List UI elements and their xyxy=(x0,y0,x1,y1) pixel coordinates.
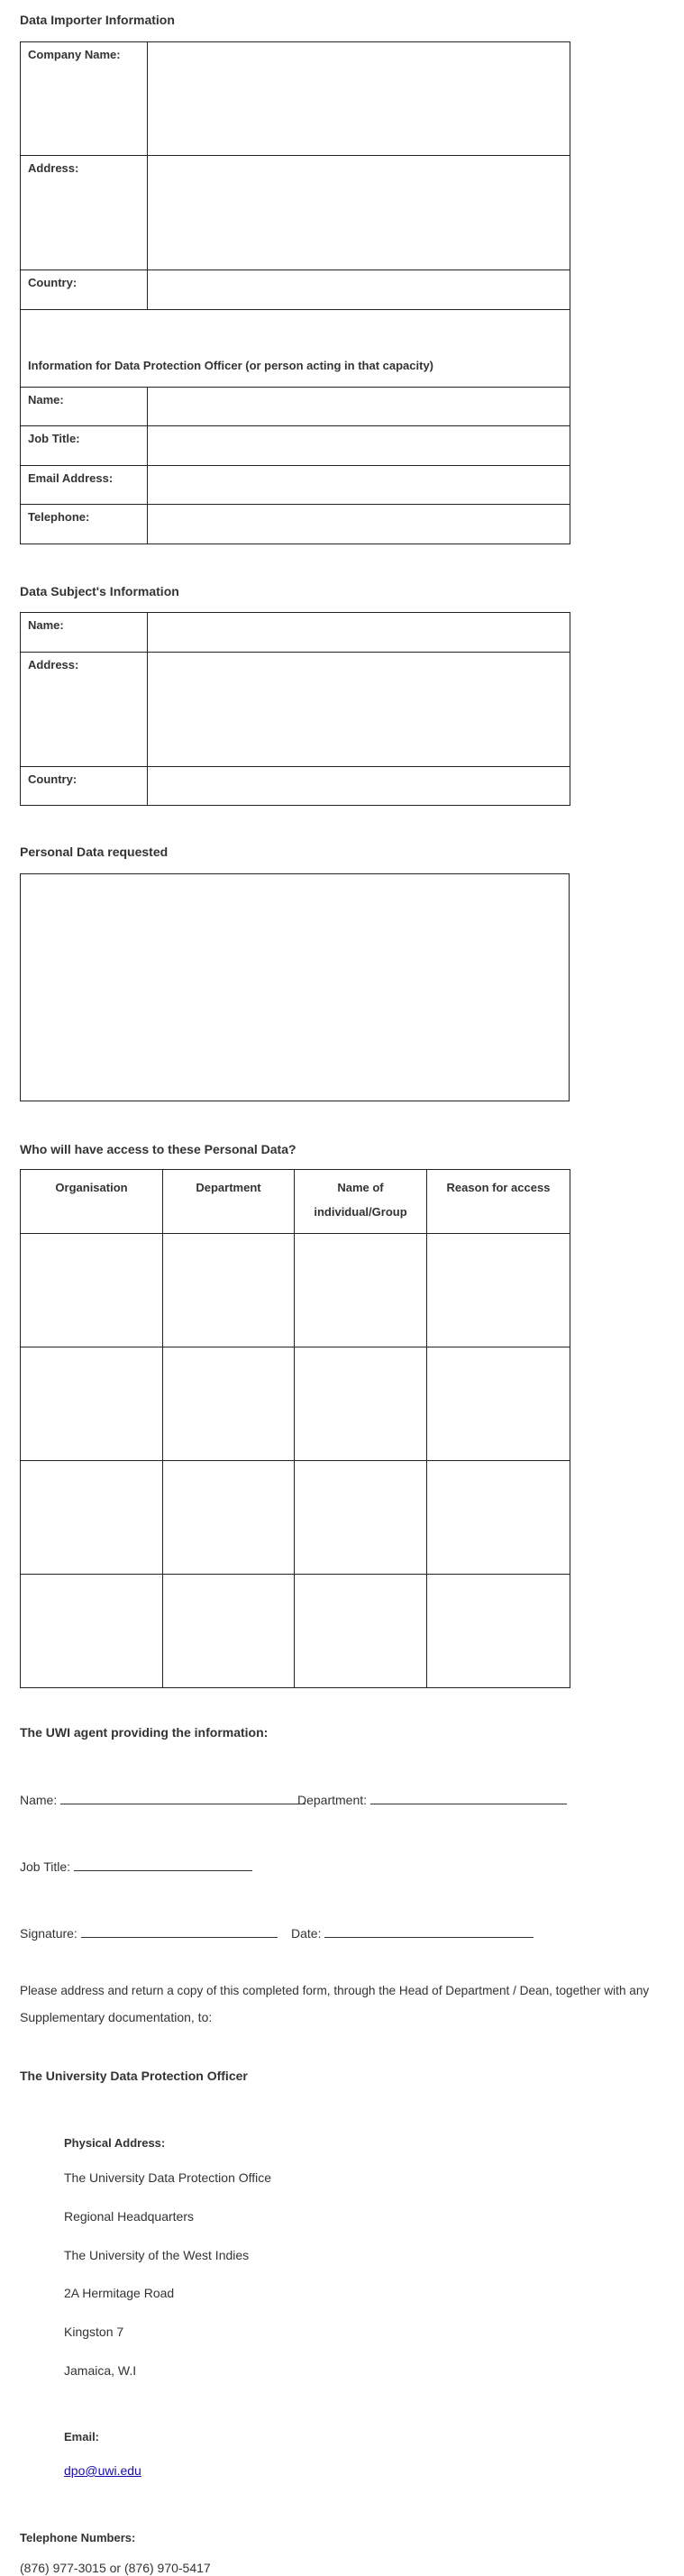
dpo-telephone-field[interactable] xyxy=(148,505,570,544)
personal-data-field[interactable] xyxy=(20,873,570,1101)
table-cell[interactable] xyxy=(21,1347,163,1461)
column-header-organisation: Organisation xyxy=(21,1170,163,1234)
table-cell[interactable] xyxy=(295,1575,427,1688)
table-row xyxy=(21,1234,570,1347)
agent-department-label: Department: xyxy=(297,1793,368,1807)
agent-heading: The UWI agent providing the information: xyxy=(20,1725,269,1740)
agent-date-line[interactable] xyxy=(324,1937,534,1938)
telephone-numbers-heading: Telephone Numbers: xyxy=(20,2531,136,2544)
country-label: Country: xyxy=(21,270,148,310)
table-row xyxy=(21,1461,570,1575)
table-cell[interactable] xyxy=(427,1347,570,1461)
country-field[interactable] xyxy=(148,270,570,310)
table-cell[interactable] xyxy=(21,1575,163,1688)
table-cell[interactable] xyxy=(427,1234,570,1347)
address-line: Kingston 7 xyxy=(64,2325,124,2339)
agent-signature-row xyxy=(20,1926,278,1941)
subject-name-label: Name: xyxy=(21,613,148,653)
company-name-label: Company Name: xyxy=(21,42,148,156)
agent-job-title-line[interactable] xyxy=(74,1870,252,1871)
table-cell[interactable] xyxy=(163,1347,295,1461)
instructions-line-1: Please address and return a copy of this completed form, through the Head of Department / Dean, together with any xyxy=(20,1984,650,1997)
access-table xyxy=(20,1169,570,1688)
agent-job-title-row xyxy=(20,1859,252,1874)
importer-heading: Data Importer Information xyxy=(20,13,175,27)
address-label: Address: xyxy=(21,156,148,270)
telephone-numbers: (876) 977-3015 or (876) 970-5417 xyxy=(20,2561,211,2575)
personal-data-heading: Personal Data requested xyxy=(20,845,169,859)
subject-heading: Data Subject's Information xyxy=(20,584,179,598)
importer-table xyxy=(20,41,570,544)
address-line: The University Data Protection Office xyxy=(64,2170,272,2185)
subject-table xyxy=(20,612,570,806)
table-cell[interactable] xyxy=(21,1234,163,1347)
agent-job-title-label: Job Title: xyxy=(20,1859,71,1874)
table-cell[interactable] xyxy=(163,1575,295,1688)
table-cell[interactable] xyxy=(21,1461,163,1575)
dpo-email-link[interactable]: dpo@uwi.edu xyxy=(64,2463,141,2478)
table-cell[interactable] xyxy=(163,1461,295,1575)
table-cell[interactable] xyxy=(427,1461,570,1575)
column-header-department: Department xyxy=(163,1170,295,1234)
column-header-name: Name of individual/Group xyxy=(295,1170,427,1234)
agent-date-row xyxy=(291,1926,534,1941)
dpo-job-title-field[interactable] xyxy=(148,426,570,466)
agent-name-row xyxy=(20,1793,306,1807)
dpo-name-label: Name: xyxy=(21,388,148,426)
subject-country-label: Country: xyxy=(21,767,148,806)
subject-address-field[interactable] xyxy=(148,653,570,767)
dpo-job-title-label: Job Title: xyxy=(21,426,148,466)
agent-date-label: Date: xyxy=(291,1926,322,1941)
table-row xyxy=(21,1347,570,1461)
dpo-telephone-label: Telephone: xyxy=(21,505,148,544)
agent-name-label: Name: xyxy=(20,1793,58,1807)
table-cell[interactable] xyxy=(427,1575,570,1688)
address-line: 2A Hermitage Road xyxy=(64,2286,175,2300)
address-line: Regional Headquarters xyxy=(64,2209,194,2224)
address-line: Jamaica, W.I xyxy=(64,2363,137,2378)
instructions-line-2: Supplementary documentation, to: xyxy=(20,2010,213,2024)
email-heading: Email: xyxy=(64,2430,100,2444)
access-heading: Who will have access to these Personal Data? xyxy=(20,1142,296,1156)
table-cell[interactable] xyxy=(295,1347,427,1461)
dpo-info-heading: Information for Data Protection Officer (or person acting in that capacity) xyxy=(21,310,570,388)
table-cell[interactable] xyxy=(295,1234,427,1347)
table-cell[interactable] xyxy=(295,1461,427,1575)
subject-name-field[interactable] xyxy=(148,613,570,653)
subject-address-label: Address: xyxy=(21,653,148,767)
address-field[interactable] xyxy=(148,156,570,270)
table-row xyxy=(21,1575,570,1688)
agent-signature-line[interactable] xyxy=(81,1937,278,1938)
company-name-field[interactable] xyxy=(148,42,570,156)
agent-signature-label: Signature: xyxy=(20,1926,78,1941)
dpo-name-field[interactable] xyxy=(148,388,570,426)
physical-address-heading: Physical Address: xyxy=(64,2136,166,2150)
table-cell[interactable] xyxy=(163,1234,295,1347)
subject-country-field[interactable] xyxy=(148,767,570,806)
dpo-heading: The University Data Protection Officer xyxy=(20,2069,248,2083)
dpo-email-label: Email Address: xyxy=(21,466,148,505)
address-line: The University of the West Indies xyxy=(64,2248,250,2262)
agent-department-row xyxy=(297,1793,567,1807)
dpo-email-field[interactable] xyxy=(148,466,570,505)
column-header-reason: Reason for access xyxy=(427,1170,570,1234)
